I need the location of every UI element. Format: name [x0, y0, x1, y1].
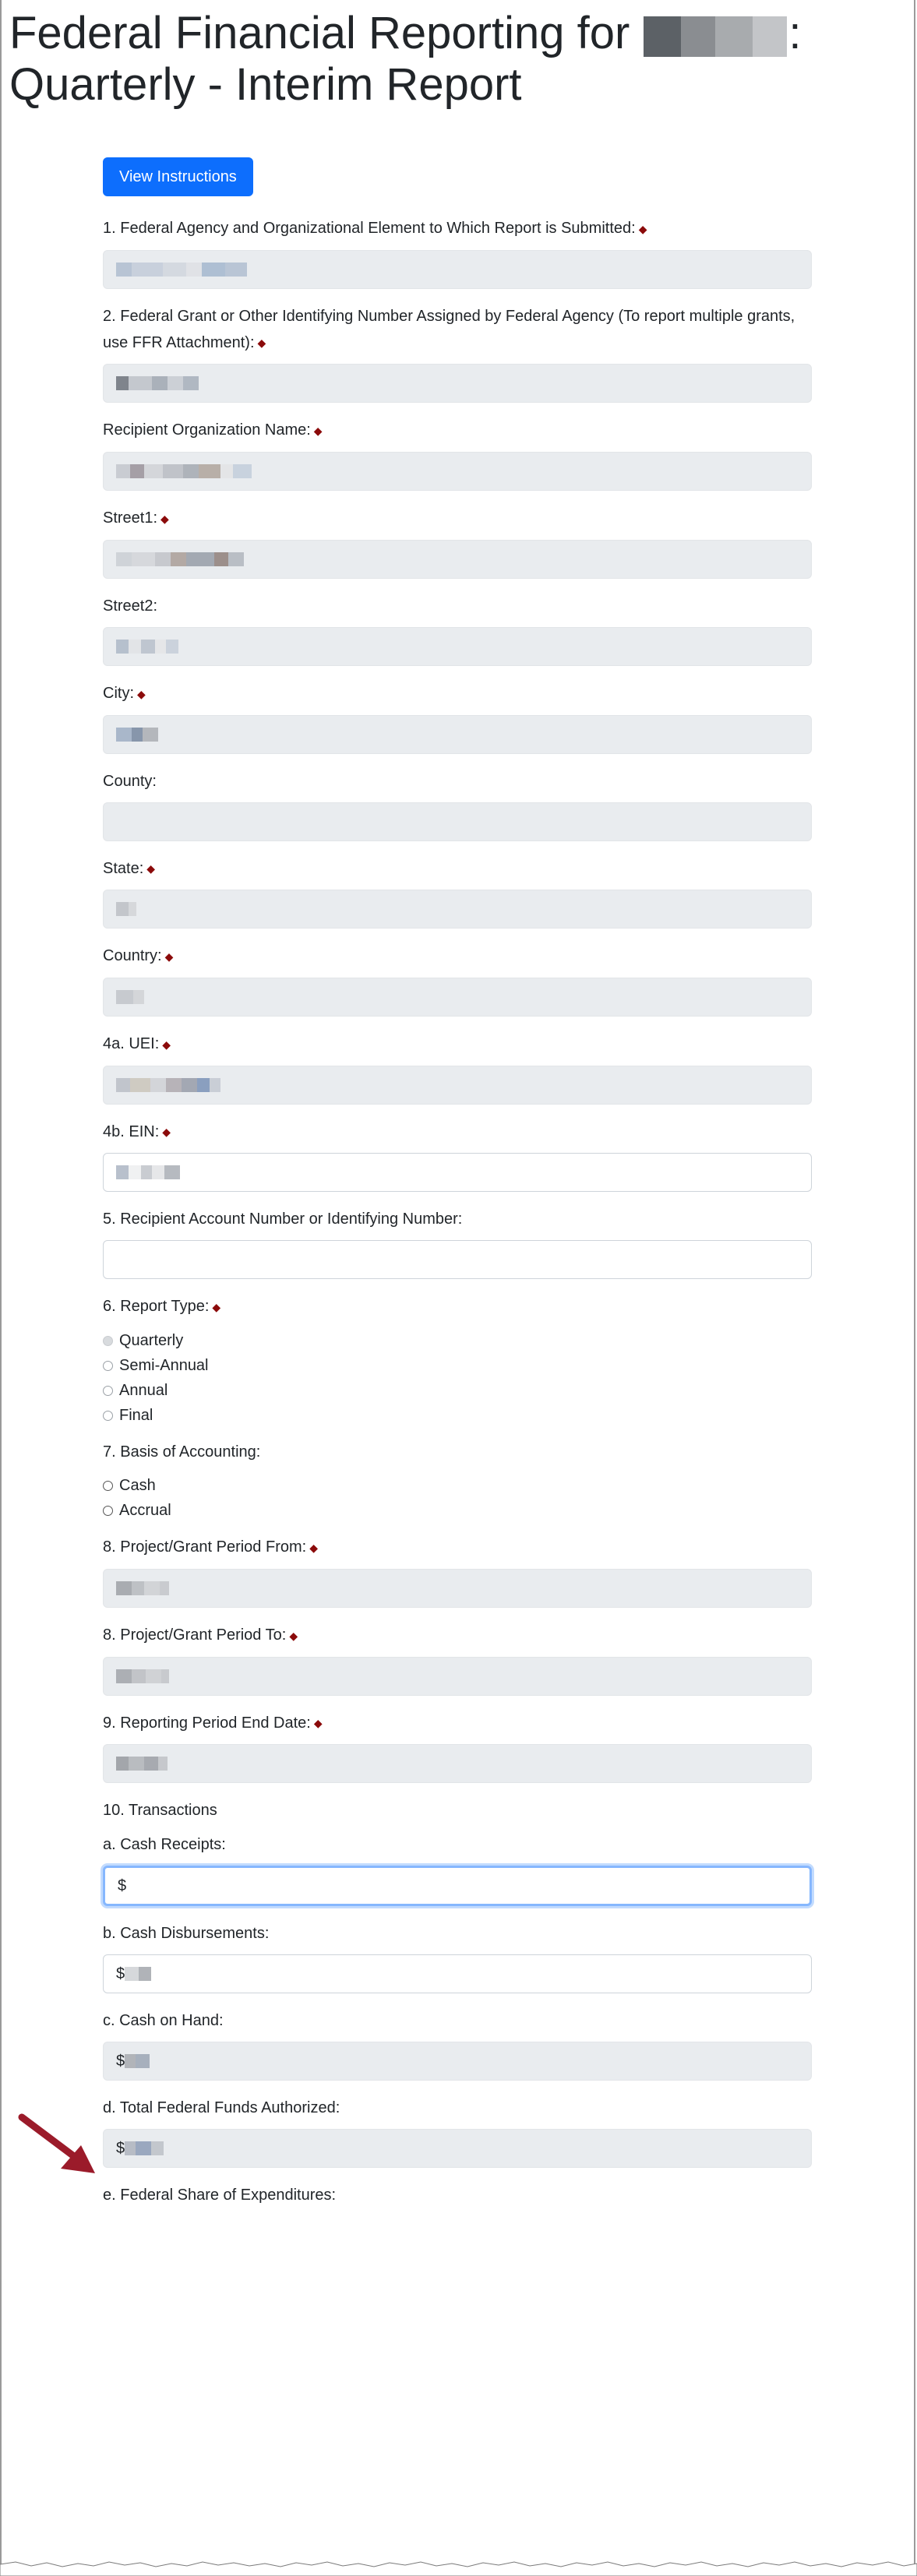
federal-share-label: e. Federal Share of Expenditures:: [103, 2187, 337, 2204]
required-icon: ◆: [212, 1301, 221, 1314]
period-to-field: [103, 1657, 812, 1696]
country-label: Country: ◆: [103, 947, 174, 965]
state-field: [103, 890, 812, 929]
radio-icon[interactable]: [103, 1506, 113, 1516]
report-type-semi-annual: Semi-Annual: [103, 1353, 812, 1378]
report-type-final: Final: [103, 1403, 812, 1428]
period-end-label: 9. Reporting Period End Date: ◆: [103, 1714, 323, 1732]
uei-field: [103, 1066, 812, 1105]
street1-field: [103, 540, 812, 579]
period-end-field: [103, 1744, 812, 1783]
report-type-label: 6. Report Type: ◆: [103, 1298, 221, 1316]
basis-label: 7. Basis of Accounting:: [103, 1443, 261, 1461]
agency-label: 1. Federal Agency and Organizational Element to Which Report is Submitted: ◆: [103, 220, 647, 237]
account-number-label: 5. Recipient Account Number or Identifying Number:: [103, 1210, 463, 1228]
view-instructions-button[interactable]: View Instructions: [103, 157, 253, 196]
period-from-field: [103, 1569, 812, 1608]
required-icon: ◆: [137, 687, 146, 700]
period-from-label: 8. Project/Grant Period From: ◆: [103, 1538, 318, 1556]
required-icon: ◆: [146, 862, 156, 876]
required-icon: ◆: [257, 337, 266, 350]
total-authorized-label: d. Total Federal Funds Authorized:: [103, 2099, 340, 2117]
report-form: [103, 157, 812, 2216]
required-icon: ◆: [313, 425, 323, 438]
basis-accrual[interactable]: Accrual: [103, 1498, 812, 1523]
basis-cash[interactable]: Cash: [103, 1473, 812, 1498]
redacted-name: [644, 16, 787, 57]
radio-checked-icon: [103, 1336, 113, 1346]
country-field: [103, 978, 812, 1017]
grant-number-field: [103, 364, 812, 403]
state-label: State: ◆: [103, 859, 156, 877]
basis-options: [103, 1473, 812, 1523]
radio-icon: [103, 1411, 113, 1421]
report-type-annual: Annual: [103, 1378, 812, 1403]
county-label: County:: [103, 772, 157, 790]
cash-on-hand-label: c. Cash on Hand:: [103, 2012, 224, 2030]
torn-edge: [0, 2560, 917, 2576]
grant-number-label: 2. Federal Grant or Other Identifying Number Assigned by Federal Agency (To report multiple grants, use FFR Attachment): ◆: [103, 307, 795, 351]
street1-label: Street1: ◆: [103, 509, 169, 527]
uei-label: 4a. UEI: ◆: [103, 1035, 171, 1053]
cash-disbursements-input[interactable]: $: [103, 1954, 812, 1993]
required-icon: ◆: [638, 222, 647, 235]
required-icon: ◆: [289, 1629, 298, 1642]
required-icon: ◆: [313, 1717, 323, 1730]
city-label: City: ◆: [103, 684, 146, 702]
street2-field: [103, 627, 812, 666]
cash-on-hand-field: $: [103, 2042, 812, 2081]
transactions-heading: 10. Transactions: [103, 1802, 217, 1820]
period-to-label: 8. Project/Grant Period To: ◆: [103, 1626, 298, 1644]
city-field: [103, 715, 812, 754]
cash-receipts-label: a. Cash Receipts:: [103, 1836, 226, 1854]
total-authorized-field: $: [103, 2129, 812, 2168]
agency-field: [103, 250, 812, 289]
recipient-name-label: Recipient Organization Name: ◆: [103, 421, 323, 439]
cash-receipts-input[interactable]: $: [103, 1866, 812, 1906]
cash-disbursements-label: b. Cash Disbursements:: [103, 1925, 270, 1943]
required-icon: ◆: [160, 512, 169, 525]
county-field: [103, 802, 812, 841]
account-number-input[interactable]: [103, 1240, 812, 1279]
ein-label: 4b. EIN: ◆: [103, 1122, 171, 1140]
page-title: Federal Financial Reporting for : Quarterly - Interim Report: [9, 8, 802, 110]
street2-label: Street2:: [103, 597, 158, 615]
required-icon: ◆: [164, 950, 174, 964]
recipient-name-field: [103, 452, 812, 491]
radio-icon[interactable]: [103, 1481, 113, 1491]
required-icon: ◆: [162, 1038, 171, 1051]
annotation-arrow-icon: [17, 2111, 103, 2181]
radio-icon: [103, 1361, 113, 1371]
required-icon: ◆: [309, 1541, 318, 1554]
ein-input[interactable]: [103, 1153, 812, 1192]
report-type-quarterly: Quarterly: [103, 1328, 812, 1353]
required-icon: ◆: [162, 1126, 171, 1139]
report-type-options: [103, 1328, 812, 1428]
radio-icon: [103, 1386, 113, 1396]
